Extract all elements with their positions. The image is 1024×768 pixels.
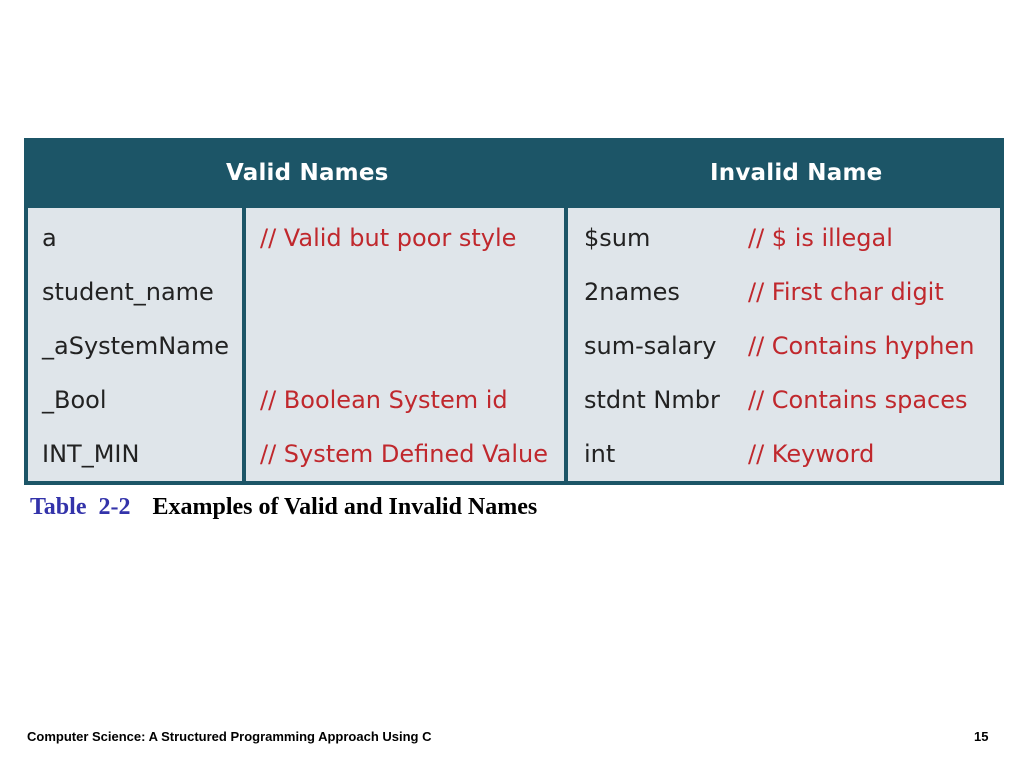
header-valid-names: Valid Names <box>226 160 389 186</box>
invalid-name-cell: sum-salary <box>584 332 717 360</box>
valid-names-column <box>28 208 242 481</box>
names-table <box>24 138 1004 485</box>
valid-comment-cell: // Boolean System id <box>260 386 508 414</box>
caption-text: Examples of Valid and Invalid Names <box>152 494 538 520</box>
footer-book-title: Computer Science: A Structured Programming Approach Using C <box>27 729 432 744</box>
valid-name-cell: student_name <box>42 278 214 306</box>
valid-name-cell: _aSystemName <box>42 332 230 360</box>
invalid-name-cell: $sum <box>584 224 651 252</box>
valid-name-cell: INT_MIN <box>42 440 140 468</box>
invalid-names-column <box>568 208 1000 481</box>
table-caption <box>30 494 537 521</box>
caption-label: Table 2-2 <box>30 494 131 520</box>
invalid-name-cell: 2names <box>584 278 680 306</box>
valid-comment-cell: // Valid but poor style <box>260 224 517 252</box>
table-header <box>24 138 1004 208</box>
invalid-comment-cell: // Contains spaces <box>748 386 968 414</box>
invalid-name-cell: int <box>584 440 616 468</box>
footer-page-number: 15 <box>974 729 989 744</box>
invalid-name-cell: stdnt Nmbr <box>584 386 720 414</box>
valid-comments-column <box>246 208 564 481</box>
invalid-comment-cell: // First char digit <box>748 278 944 306</box>
valid-name-cell: _Bool <box>42 386 107 414</box>
header-invalid-name: Invalid Name <box>710 160 883 186</box>
valid-comment-cell: // System Defined Value <box>260 440 549 468</box>
valid-name-cell: a <box>42 224 57 252</box>
invalid-comment-cell: // Keyword <box>748 440 875 468</box>
invalid-comment-cell: // Contains hyphen <box>748 332 975 360</box>
invalid-comment-cell: // $ is illegal <box>748 224 893 252</box>
